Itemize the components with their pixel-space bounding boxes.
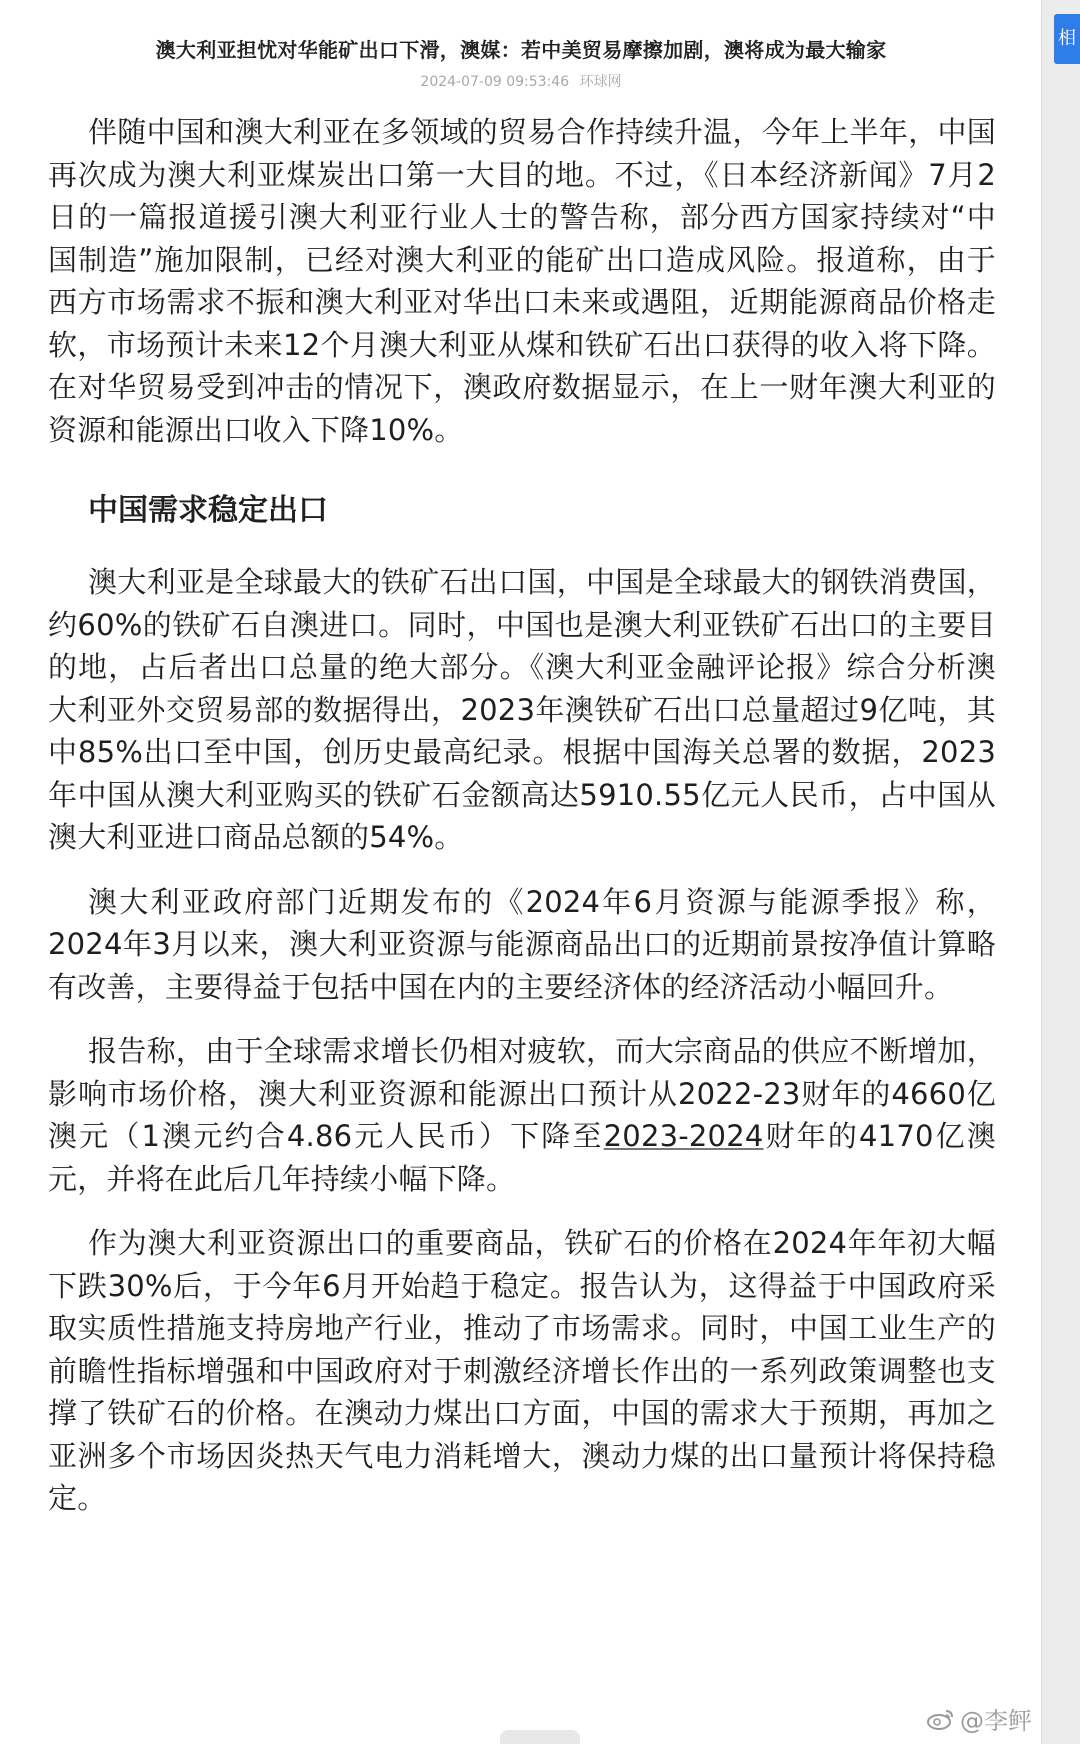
article-timestamp: 2024-07-09 09:53:46: [420, 74, 570, 90]
paragraph-4-part-a: 报告称，由于全球需求增长仍相对疲软，而大宗商品的供应不断增加，影响市场价格，澳大利亚资源和能源出口预计从2022-23财年的4660亿澳元（1澳元约合4.86元人民币）下降至: [48, 1034, 996, 1153]
article-headline: 澳大利亚担忧对华能矿出口下滑，澳媒：若中美贸易摩擦加剧，澳将成为最大输家: [155, 38, 887, 62]
paragraph-4-part-b: 财年的4170亿澳元，并将在此后几年持续小幅下降。: [48, 1119, 996, 1196]
watermark-text: @李鲆: [960, 1707, 1032, 1735]
article-body: [0, 111, 1042, 1520]
paragraph-2: 澳大利亚是全球最大的铁矿石出口国，中国是全球最大的钢铁消费国，约60%的铁矿石自澳进口。同时，中国也是澳大利亚铁矿石出口的主要目的地，占后者出口总量的绝大部分。《澳大利亚金融评论报》综合分析澳大利亚外交贸易部的数据得出，2023年澳铁矿石出口总量超过9亿吨，其中85%出口至中国，创历史最高纪录。根据中国海关总署的数据，2023年中国从澳大利亚购买的铁矿石金额高达5910.55亿元人民币，占中国从澳大利亚进口商品总额的54%。: [48, 565, 996, 854]
fiscal-year-link[interactable]: 2023-2024: [603, 1119, 764, 1153]
section-heading: 中国需求稳定出口: [88, 493, 328, 528]
side-tab-button[interactable]: 相: [1054, 14, 1080, 64]
article-source: 环球网: [579, 74, 622, 90]
paragraph-4: [48, 1030, 996, 1200]
bottom-bar-handle: [500, 1730, 580, 1744]
paragraph-5: 作为澳大利亚资源出口的重要商品，铁矿石的价格在2024年年初大幅下跌30%后，于今年6月开始趋于稳定。报告认为，这得益于中国政府采取实质性措施支持房地产行业，推动了市场需求。同时，中国工业生产的前瞻性指标增强和中国政府对于刺激经济增长作出的一系列政策调整也支撑了铁矿石的价格。在澳动力煤出口方面，中国的需求大于预期，再加之亚洲多个市场因炎热天气电力消耗增大，澳动力煤的出口量预计将保持稳定。: [48, 1226, 996, 1515]
paragraph-1: 伴随中国和澳大利亚在多领域的贸易合作持续升温，今年上半年，中国再次成为澳大利亚煤炭出口第一大目的地。不过，《日本经济新闻》7月2日的一篇报道援引澳大利亚行业人士的警告称，部分西方国家持续对“中国制造”施加限制，已经对澳大利亚的能矿出口造成风险。报道称，由于西方市场需求不振和澳大利亚对华出口未来或遇阻，近期能源商品价格走软，市场预计未来12个月澳大利亚从煤和铁矿石出口获得的收入将下降。在对华贸易受到冲击的情况下，澳政府数据显示，在上一财年澳大利亚的资源和能源出口收入下降10%。: [48, 115, 996, 447]
watermark: [926, 1701, 1032, 1736]
weibo-icon: [926, 1707, 956, 1731]
right-gutter: [1041, 0, 1080, 1744]
article-meta: [0, 71, 1042, 91]
paragraph-3: 澳大利亚政府部门近期发布的《2024年6月资源与能源季报》称，2024年3月以来，澳大利亚资源与能源商品出口的近期前景按净值计算略有改善，主要得益于包括中国在内的主要经济体的经济活动小幅回升。: [48, 884, 996, 1004]
